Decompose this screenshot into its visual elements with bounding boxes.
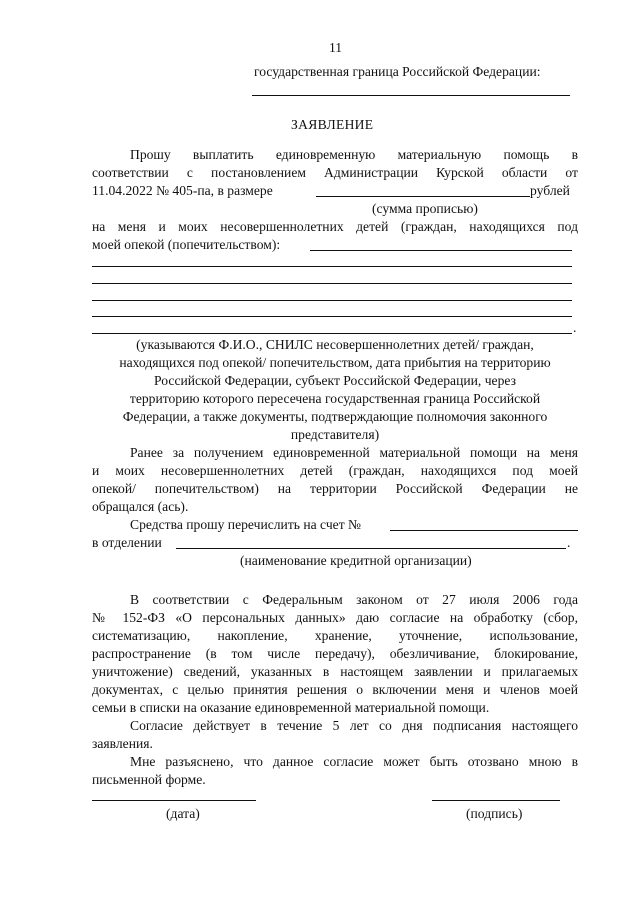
para1-line1: Прошу выплатить единовременную материальную помощь в [130, 147, 578, 162]
date-label: (дата) [166, 806, 200, 821]
instruction-line: Федерации, а также документы, подтверждающие полномочия законного [122, 409, 548, 424]
children-entry-line-1[interactable] [92, 266, 572, 267]
instruction-line: находящихся под опекой/ попечительством, дата прибытия на территорию [119, 355, 551, 370]
para2-line3: опекой/ попечительством) на территории Российской Федерации не [92, 481, 578, 496]
branch-end-dot: . [567, 535, 571, 550]
page-title: ЗАЯВЛЕНИЕ [291, 117, 374, 132]
validity-line2: заявления. [92, 736, 153, 751]
page-number: 11 [329, 40, 343, 55]
guardian-entry-line-1[interactable] [310, 250, 572, 251]
instruction-line: (указываются Ф.И.О., СНИЛС несовершеннолетних детей/ граждан, [136, 337, 534, 352]
children-entry-line-5[interactable] [92, 333, 572, 334]
signature-entry-line[interactable] [432, 800, 560, 801]
instruction-line: Российской Федерации, субъект Российской Федерации, через [154, 373, 516, 388]
consent-line4: распространение (в том числе передачу), обезличивание, блокирование, [92, 646, 578, 661]
instruction-line: территорию которого пересечена государственная граница Российской [129, 391, 541, 406]
bank-entry-line[interactable] [176, 548, 566, 549]
branch-label: в отделении [92, 535, 162, 550]
para1-line4: на меня и моих несовершеннолетних детей (граждан, находящихся под [92, 219, 578, 234]
revocation-line1: Мне разъяснено, что данное согласие может быть отозвано мною в [130, 754, 578, 769]
para2-line4: обращался (ась). [92, 499, 189, 514]
rubles-label: рублей [530, 183, 570, 198]
children-entry-line-3[interactable] [92, 300, 572, 301]
account-label: Средства прошу перечислить на счет № [130, 517, 362, 532]
validity-line1: Согласие действует в течение 5 лет со дня подписания настоящего [130, 718, 578, 733]
amount-hint: (сумма прописью) [372, 201, 478, 216]
para1-line2: соответствии с постановлением Администрации Курской области от [92, 165, 578, 180]
bank-hint: (наименование кредитной организации) [240, 553, 472, 568]
consent-line7: семьи в списки на оказание единовременной материальной помощи. [92, 700, 490, 715]
date-entry-line[interactable] [92, 800, 256, 801]
children-entry-end-dot: . [573, 320, 577, 335]
amount-entry-line[interactable] [316, 196, 530, 197]
border-line-intro: государственная граница Российской Федерации: [254, 64, 541, 79]
para2-line2: и моих несовершеннолетних детей (граждан, находящихся под моей [92, 463, 578, 478]
border-entry-line[interactable] [252, 95, 570, 96]
instruction-line: представителя) [290, 427, 380, 442]
consent-line6: документах, с целью принятия решения о включении меня и членов моей [92, 682, 578, 697]
consent-line5: уничтожение) сведений, указанных в настоящем заявлении и прилагаемых [92, 664, 578, 679]
revocation-line2: письменной форме. [92, 772, 206, 787]
para2-line1: Ранее за получением единовременной материальной помощи на меня [130, 445, 578, 460]
consent-line1: В соответствии с Федеральным законом от 27 июля 2006 года [130, 592, 578, 607]
para1-line5: моей опекой (попечительством): [92, 237, 281, 252]
children-entry-line-2[interactable] [92, 283, 572, 284]
account-number-entry-line[interactable] [390, 530, 578, 531]
consent-line2: № 152-ФЗ «О персональных данных» даю согласие на обработку (сбор, [92, 610, 578, 625]
signature-label: (подпись) [466, 806, 523, 821]
para1-line3-start: 11.04.2022 № 405-па, в размере [92, 183, 273, 198]
children-entry-line-4[interactable] [92, 316, 572, 317]
consent-line3: систематизацию, накопление, хранение, уточнение, использование, [92, 628, 578, 643]
